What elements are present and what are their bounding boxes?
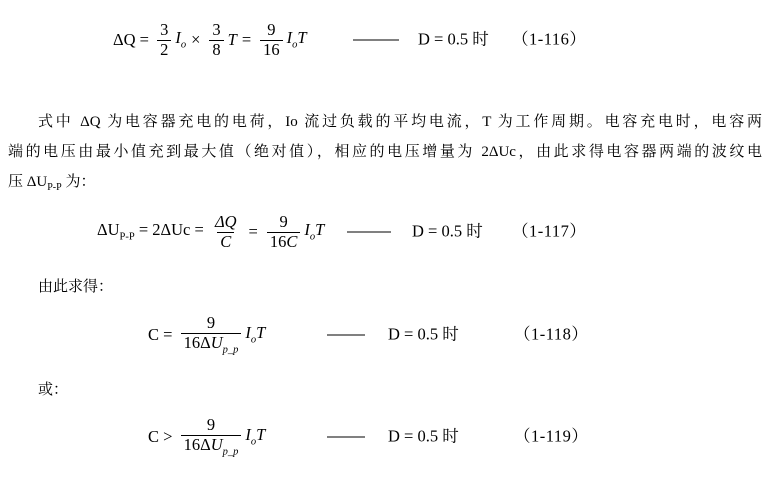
- eq119-number-label: （1-119）: [514, 426, 589, 446]
- eq118-den-sub-pp: p_p: [222, 344, 239, 356]
- eq117-var-T: T: [315, 220, 325, 240]
- eq117-var-I: I: [304, 220, 310, 240]
- equation-1-116: [0, 17, 770, 63]
- eq119-sub-o: o: [250, 436, 257, 448]
- eq117-IoT: [304, 221, 324, 243]
- paragraph-line3-suffix: 为：: [61, 174, 96, 190]
- eq116-f1-denominator: 2: [157, 40, 171, 60]
- eq117-2dUc: = 2ΔUc =: [134, 220, 208, 240]
- eq117-f1-numerator: ΔQ: [214, 211, 237, 231]
- text-derive: 由此求得：: [38, 279, 114, 295]
- eq116-f3-numerator: 9: [267, 19, 276, 39]
- eq117-f1-denominator: C: [217, 232, 234, 252]
- eq117-condition: D = 0.5 时: [412, 221, 483, 241]
- eq116-T-equals: [228, 31, 257, 50]
- eq116-lhs: ΔQ =: [113, 29, 154, 49]
- eq116-sub-o2: o: [292, 39, 298, 51]
- eq119-var-T: T: [256, 425, 266, 445]
- eq117-fraction-9-16C: [267, 213, 301, 252]
- eq118-f1-numerator: 9: [206, 313, 216, 333]
- eq118-sub-o: o: [250, 334, 257, 346]
- eq118-var-I: I: [245, 323, 251, 343]
- eq116-fraction-3-2: [157, 21, 171, 60]
- equation-1-119: [0, 409, 770, 465]
- eq117-f2-numerator: 9: [279, 211, 288, 231]
- eq118-fraction: [181, 314, 242, 356]
- eq117-fraction-dQ-C: [212, 213, 240, 252]
- eq119-den-U: U: [210, 435, 223, 455]
- eq116-var-T2: T: [297, 28, 307, 48]
- paragraph-line-1: 式中 ΔQ 为电容器充电的电荷，Io 流过负载的平均电流，T 为工作周期。电容充电时，电容两: [38, 114, 762, 130]
- eq117-den-16: 16: [269, 231, 287, 251]
- eq116-var-I: I: [175, 28, 181, 48]
- eq116-number-label: （1-116）: [512, 29, 587, 49]
- eq117-deltaU: ΔU: [97, 220, 120, 240]
- dash-line: [347, 232, 391, 233]
- eq118-lhs: C =: [148, 324, 177, 344]
- eq117-sub-PP: P-P: [119, 231, 135, 243]
- equals-sign: =: [248, 221, 258, 241]
- eq118-number-label: （1-118）: [514, 324, 589, 344]
- paragraph-line3-subscript: P-P: [47, 182, 62, 193]
- dash-line: [327, 335, 365, 336]
- eq116-fraction-3-8: [209, 21, 223, 60]
- eq116-IoT: [287, 29, 307, 51]
- eq116-Io: [175, 29, 186, 51]
- equation-1-117: [0, 209, 770, 255]
- eq116-f1-numerator: 3: [160, 19, 169, 39]
- eq118-var-T: T: [256, 323, 266, 343]
- eq119-f1-denominator: [181, 435, 242, 458]
- eq116-condition: D = 0.5 时: [418, 29, 489, 49]
- paragraph-line-3: [8, 167, 762, 197]
- eq119-lhs: C >: [148, 426, 177, 446]
- eq117-f2-denominator: [267, 232, 301, 252]
- eq117-number-label: （1-117）: [512, 221, 587, 241]
- eq117-lhs: [97, 221, 208, 243]
- eq116-fraction-9-16: [260, 21, 283, 60]
- times-sign: ×: [191, 29, 201, 49]
- eq116-f2-numerator: 3: [212, 19, 221, 39]
- eq118-IoT: [245, 324, 265, 346]
- paragraph-line-2: 端的电压由最小值充到最大值（绝对值），相应的电压增量为 2ΔUc，由此求得电容器两端的波纹电: [8, 144, 762, 160]
- equation-1-118: [0, 307, 770, 363]
- eq118-f1-denominator: [181, 333, 242, 356]
- text-or: 或：: [38, 382, 69, 398]
- body-paragraph: [0, 107, 770, 197]
- dash-line: [327, 437, 365, 438]
- eq119-f1-numerator: 9: [206, 415, 216, 435]
- eq118-den-16delta: 16Δ: [183, 333, 211, 353]
- eq119-fraction: [181, 416, 242, 458]
- eq117-sub-o: o: [309, 231, 316, 243]
- eq116-f3-denominator: 16: [260, 40, 283, 60]
- eq119-condition: D = 0.5 时: [388, 426, 459, 446]
- eq119-var-I: I: [245, 425, 251, 445]
- paragraph-line3-prefix: 压 ΔU: [8, 174, 48, 190]
- eq119-den-sub-pp: p_p: [222, 446, 239, 458]
- eq118-condition: D = 0.5 时: [388, 324, 459, 344]
- equals-sign: =: [241, 29, 252, 49]
- eq119-IoT: [245, 426, 265, 448]
- eq116-var-I2: I: [286, 28, 293, 48]
- eq116-sub-o: o: [180, 39, 187, 51]
- document-page: [0, 17, 770, 491]
- dash-line: [353, 40, 399, 41]
- eq116-f2-denominator: 8: [209, 40, 223, 60]
- eq119-den-16delta: 16Δ: [183, 435, 211, 455]
- eq116-var-T: T: [227, 29, 237, 49]
- eq117-den-C: C: [286, 231, 298, 251]
- eq118-den-U: U: [210, 333, 223, 353]
